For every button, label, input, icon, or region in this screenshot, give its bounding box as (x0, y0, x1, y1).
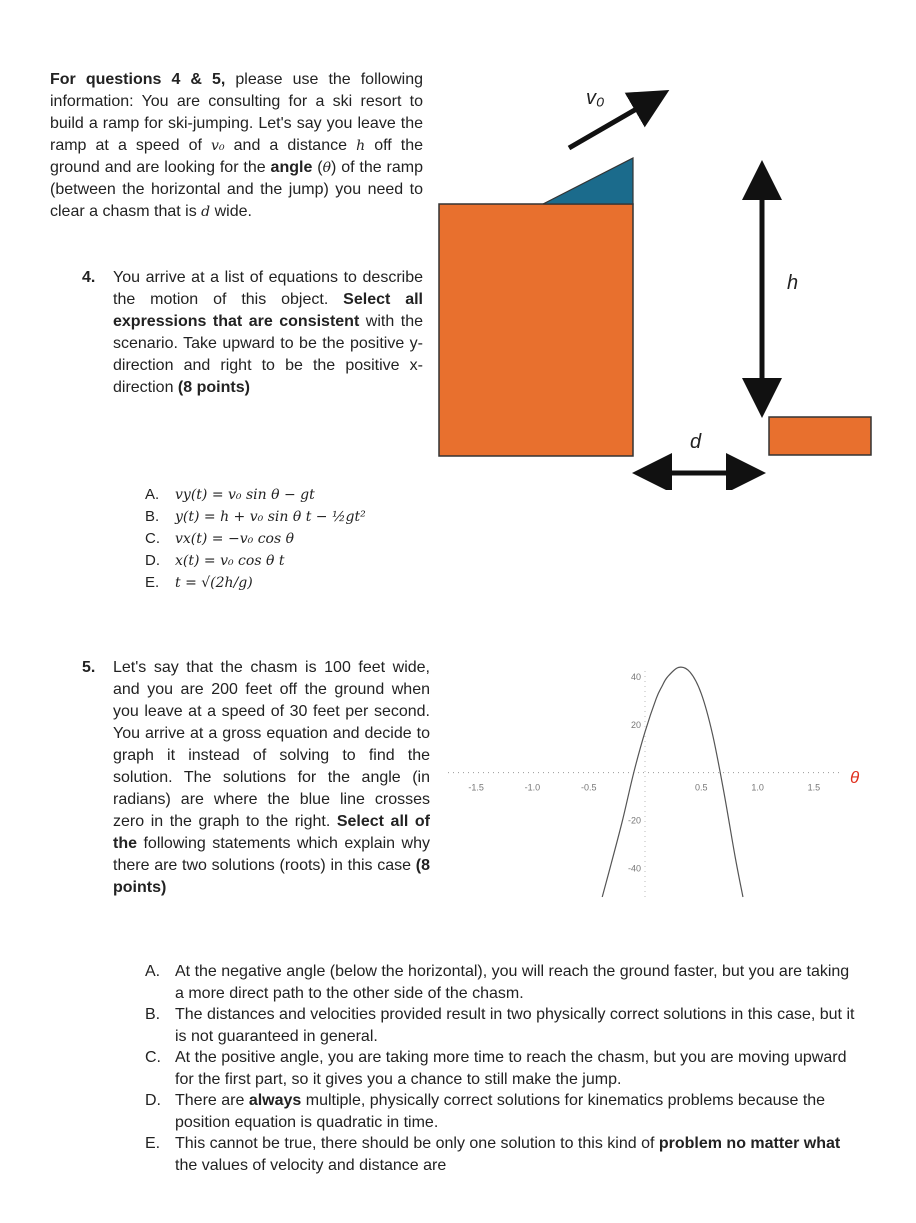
chart-y-tick-label: -20 (627, 815, 641, 826)
q4-option-d[interactable]: D. x(t) = v₀ cos θ t (145, 552, 285, 569)
chart-xlabel: θ (850, 768, 860, 787)
ramp-wedge (543, 158, 633, 204)
q5-number: 5. (82, 659, 96, 676)
intro-paragraph: For questions 4 & 5, please use the following information: You are consulting for a ski resort to build a ramp for ski-jumping. Let's say you leave the ramp at a speed of v₀ and a distance h off the ground and are looking for the angle (θ) of the ramp (between the horizontal and the jump) you need to clear a chasm that is d wide. (50, 71, 424, 220)
chart-x-tick-label: -1.5 (468, 782, 484, 793)
chart-x-tick-label: 0.5 (695, 782, 708, 793)
h-label: h (787, 272, 799, 294)
q4-option-c[interactable]: C. vx(t) = −v₀ cos θ (145, 530, 295, 547)
q4-prompt: You arrive at a list of equations to describe the motion of this object. Select all expressions that are consistent with the scenario. Take upward to be the positive y-direction and right to be the positive x-direction (8 points) (113, 269, 424, 396)
q4-option-a[interactable]: A. vy(t) = v₀ sin θ − gt (145, 486, 315, 503)
chart-y-tick-label: 40 (630, 671, 641, 682)
root-graph (440, 645, 870, 905)
chart-x-tick-label: 1.0 (751, 782, 764, 793)
chart-x-tick-label: -0.5 (580, 782, 597, 793)
cliff-block (439, 204, 633, 456)
chart-y-tick-label: -40 (627, 863, 641, 874)
q4-options (145, 484, 445, 594)
chart-x-tick-label: -1.0 (524, 782, 541, 793)
chart-series-line (602, 667, 743, 897)
q5-option-c[interactable]: C. At the positive angle, you are taking more time to reach the chasm, but you are moving upward for the first part, so it gives you a chance to still make the jump. (145, 1049, 847, 1088)
ski-jump-diagram (430, 80, 880, 490)
q4-option-e[interactable]: E. t = √(2h/g) (145, 574, 253, 591)
q5-option-b[interactable]: B. The distances and velocities provided result in two physically correct solutions in this case, but it is not guaranteed in general. (145, 1006, 855, 1045)
q5-option-a[interactable]: A. At the negative angle (below the horizontal), you will reach the ground faster, but you are taking a more direct path to the other side of the chasm. (145, 963, 850, 1002)
velocity-arrow (569, 100, 652, 148)
chart-x-tick-label: 1.5 (807, 782, 821, 793)
intro-lead: For questions 4 & 5, (50, 71, 226, 88)
q5-option-e[interactable]: E. This cannot be true, there should be only one solution to this kind of problem no matter what the values of velocity and distance are (145, 1135, 841, 1174)
q4-option-b[interactable]: B. y(t) = h + v₀ sin θ t − ½gt² (145, 508, 366, 525)
q4-number: 4. (82, 269, 96, 286)
d-label: d (690, 431, 702, 453)
q5-options (145, 961, 857, 1176)
chart-y-tick-label: 20 (630, 719, 641, 730)
landing-block (769, 417, 871, 455)
q5-prompt: Let's say that the chasm is 100 feet wide, and you are 200 feet off the ground when you leave at a speed of 30 feet per second. You arrive at a gross equation and decide to graph it instead of solving to find the solution. The solutions for the angle (in radians) are where the blue line crosses zero in the graph to the right. Select all of the following statements which explain why there are two solutions (roots) in this case (8 points) (113, 659, 431, 896)
q5-option-d[interactable]: D. There are always multiple, physically correct solutions for kinematics problems because the position equation is quadratic in time. (145, 1092, 826, 1131)
v0-label: v₀ (586, 87, 605, 109)
